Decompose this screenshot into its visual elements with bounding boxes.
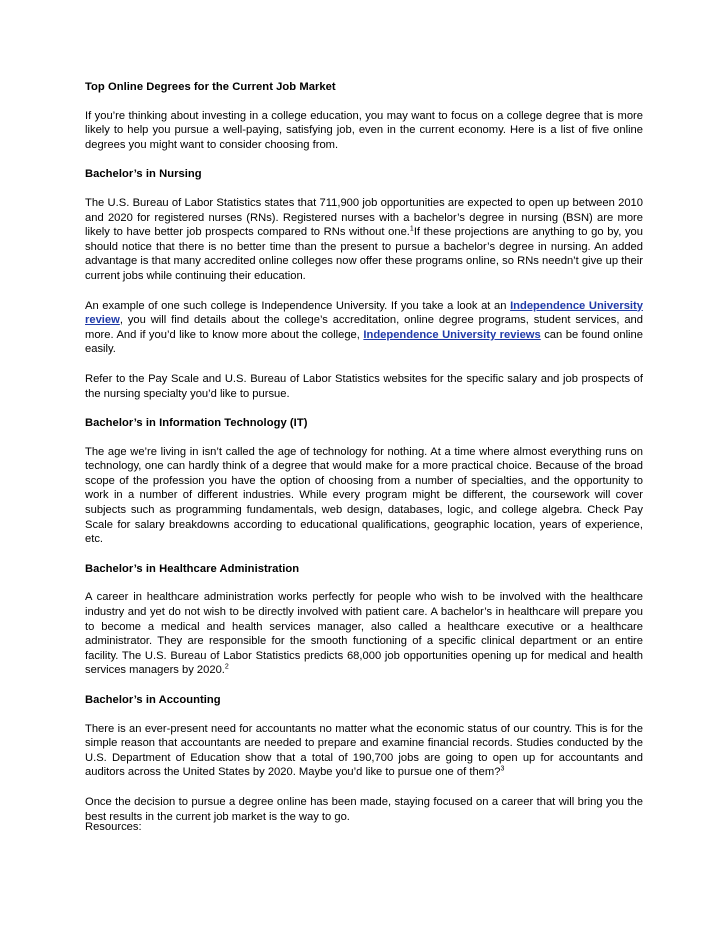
footnote-ref-2: 2 [224, 663, 229, 671]
accounting-p1-text: There is an ever-present need for accountants no matter what the economic status of our country. This is for the simple reason that accountants are needed to prepare and examine financial records. Studies conducted by the U.S. Department of Education show that a total of 190,700 jobs are going to open up for accountants and auditors across the United States by 2020. Maybe you’d like to pursue one of them? [85, 722, 643, 779]
nursing-p1-text-a: The U.S. Bureau of Labor Statistics states that 711,900 job opportunities are expected to open up between 2010 and 2020 for registered nurses (RNs). Registered nurses with a bachelor’s degree in nursing (BSN) are more likely to have better job prospects compared to RNs without one. [85, 196, 643, 239]
nursing-paragraph-3: Refer to the Pay Scale and U.S. Bureau of Labor Statistics websites for the specific salary and job prospects of the nursing specialty you’d like to pursue. [85, 372, 643, 400]
section-heading-nursing: Bachelor’s in Nursing [85, 168, 202, 181]
nursing-p2-text-a: An example of one such college is Independence University. If you take a look at an [85, 299, 511, 312]
document-title: Top Online Degrees for the Current Job Market [85, 81, 336, 93]
nursing-paragraph-2 [85, 299, 643, 357]
accounting-paragraph-1 [85, 722, 643, 780]
section-heading-it: Bachelor’s in Information Technology (IT) [85, 417, 308, 430]
nursing-p2-text-c: can be found online easily. [85, 328, 643, 356]
footnote-ref-3: 3 [500, 765, 505, 773]
nursing-p1-text-b: If these projections are anything to go by, you should notice that there is no better time than the present to pursue a bachelor’s degree in nursing. An added advantage is that many accredited online colleges now offer these programs online, so RNs needn’t give up their current jobs while continuing their education. [85, 226, 643, 282]
footnote-ref-1: 1 [409, 225, 414, 233]
section-heading-accounting: Bachelor’s in Accounting [85, 694, 221, 706]
healthcare-p1-text: A career in healthcare administration works perfectly for people who wish to be involved with the healthcare industry and yet do not wish to be directly involved with patient care. A bachelor’s in healthcare will prepare you to become a medical and health services manager, also called a healthcare executive or a healthcare administrator. They are responsible for the smooth functioning of a specific clinical department or an entire facility. The U.S. Bureau of Labor Statistics predicts 68,000 job opportunities opening up for medical and health services managers by 2020. [85, 591, 643, 677]
closing-paragraph: Once the decision to pursue a degree online has been made, staying focused on a career that will bring you the best results in the current job market is the way to go. [85, 795, 643, 823]
independence-university-reviews-link[interactable]: Independence University reviews [363, 328, 541, 341]
healthcare-paragraph-1 [85, 590, 643, 678]
nursing-paragraph-1 [85, 196, 643, 284]
document-body [85, 80, 643, 839]
independence-university-review-link[interactable]: Independence University review [85, 299, 643, 327]
nursing-p2-text-b: , you will find details about the college’s accreditation, online degree programs, student services, and more. And if you’d like to know more about the college, [85, 314, 643, 341]
it-paragraph-1: The age we’re living in isn’t called the age of technology for nothing. At a time where almost everything runs on technology, one can hardly think of a degree that would make for a more practical choice. Because of the broad scope of the profession you have the option of choosing from a number of specialties, and the opportunity to work in a number of different industries. While every program might be different, the coursework will cover subjects such as programming fundamentals, web design, databases, logic, and college algebra. Check Pay Scale for salary breakdowns according to educational qualifications, geographic location, years of experience, etc. [85, 445, 643, 546]
intro-paragraph: If you’re thinking about investing in a college education, you may want to focus on a college degree that is more likely to help you pursue a well-paying, satisfying job, even in the current economy. Here is a list of five online degrees you might want to consider choosing from. [85, 109, 643, 151]
section-heading-healthcare: Bachelor’s in Healthcare Administration [85, 562, 300, 575]
resources-label: Resources: [85, 821, 142, 833]
